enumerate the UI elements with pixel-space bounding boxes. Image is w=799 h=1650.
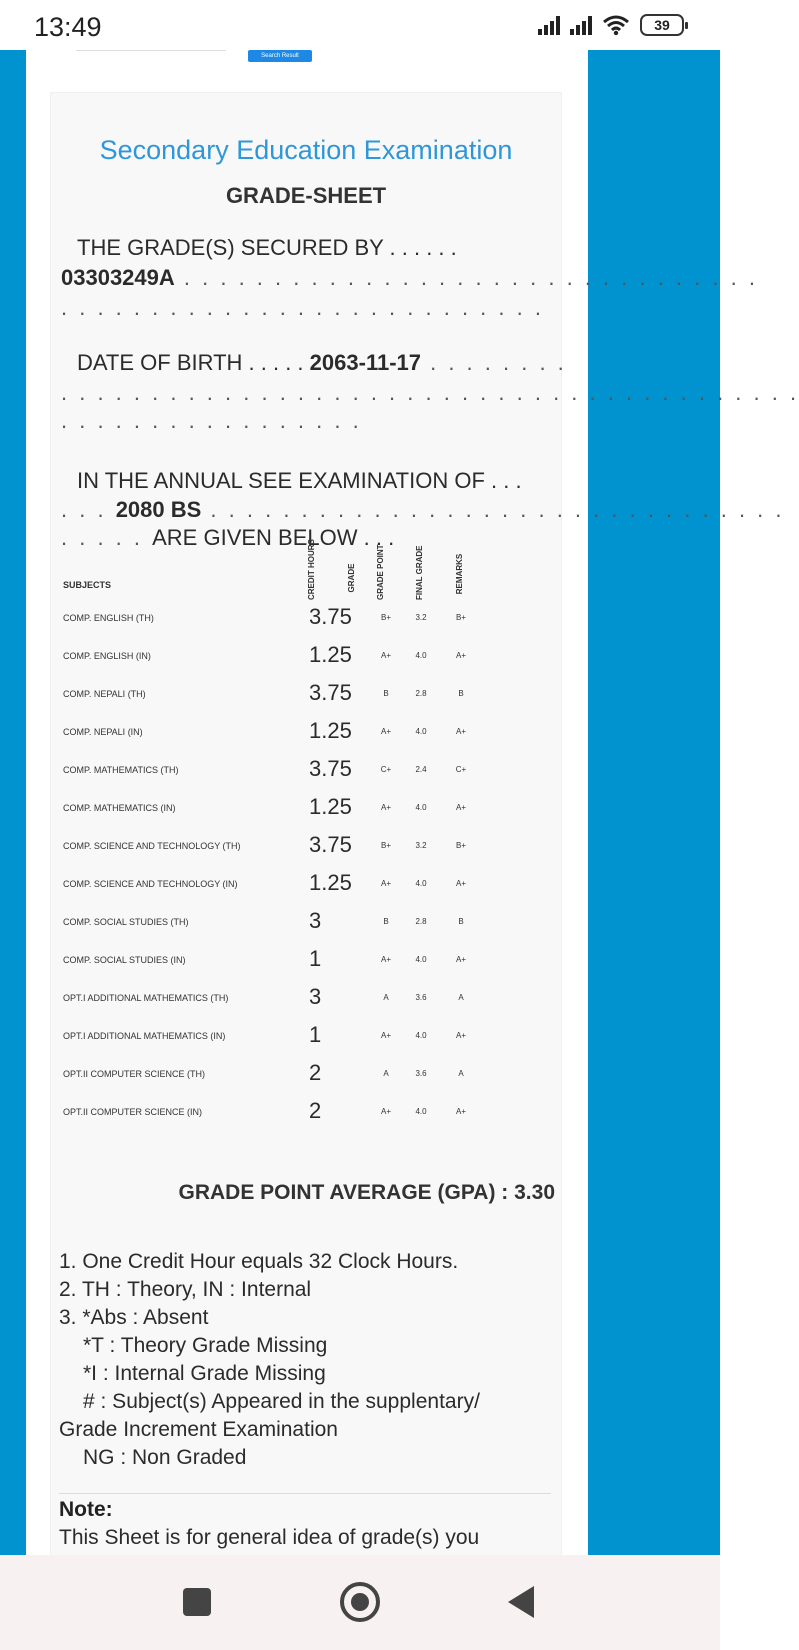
- status-time: 13:49: [34, 12, 102, 42]
- exam-year: 2080 BS: [115, 497, 202, 522]
- note-line: *T : Theory Grade Missing: [83, 1334, 328, 1357]
- browser-viewport[interactable]: [0, 50, 799, 1555]
- grade-cell: A+: [380, 1031, 391, 1040]
- status-icons: [538, 14, 684, 36]
- status-bar: [0, 0, 720, 50]
- note-line: 2. TH : Theory, IN : Internal: [59, 1278, 312, 1301]
- dob-line: DATE OF BIRTH . . . . . 2063-11-17 . . . . . . . .: [77, 350, 567, 375]
- header-final-grade: FINAL GRADE: [415, 545, 424, 600]
- note-line: 1. One Credit Hour equals 32 Clock Hours.: [59, 1250, 459, 1273]
- grade-cell: A: [383, 1069, 389, 1078]
- back-triangle-icon[interactable]: [508, 1586, 534, 1618]
- subject-cell: OPT.I ADDITIONAL MATHEMATICS (IN): [63, 1031, 226, 1041]
- grade-point-cell: 3.2: [415, 613, 427, 622]
- grade-sheet: [50, 92, 799, 1562]
- subject-cell: COMP. SCIENCE AND TECHNOLOGY (IN): [63, 879, 238, 889]
- final-grade-cell: A+: [455, 651, 466, 660]
- grade-point-cell: 3.6: [415, 993, 427, 1002]
- final-grade-cell: B: [458, 917, 464, 926]
- credit-cell: 1.25: [309, 642, 352, 667]
- navigation-bar: [0, 1555, 720, 1650]
- subject-cell: OPT.II COMPUTER SCIENCE (TH): [63, 1069, 206, 1079]
- final-grade-cell: A+: [455, 1031, 466, 1040]
- final-grade-cell: A+: [455, 955, 466, 964]
- subject-cell: COMP. NEPALI (IN): [63, 727, 143, 737]
- note-line: NG : Non Graded: [83, 1446, 247, 1469]
- dots-line: . . . . . . . . . . . . . . . . .: [61, 408, 362, 433]
- grade-point-cell: 2.8: [415, 689, 427, 698]
- header-credit-hours: CREDIT HOURS: [307, 539, 316, 600]
- gpa-summary: GRADE POINT AVERAGE (GPA) : 3.30: [178, 1181, 555, 1204]
- symbol-number: 03303249A: [61, 265, 175, 290]
- table-row: [51, 1057, 563, 1093]
- symbol-line: 03303249A . . . . . . . . . . . . . . . . . . . . . . . . . . . . . . . .: [61, 265, 758, 290]
- credit-cell: 1.25: [309, 718, 352, 743]
- secured-by-line: [61, 233, 553, 262]
- header-remarks: REMARKS: [455, 553, 464, 595]
- header-subjects: SUBJECTS: [63, 580, 112, 590]
- credit-cell: 3.75: [309, 832, 352, 857]
- grade-point-cell: 4.0: [415, 879, 427, 888]
- grade-point-cell: 3.2: [415, 841, 427, 850]
- header-grade: GRADE: [347, 563, 356, 593]
- final-grade-cell: A+: [455, 879, 466, 888]
- table-row: [51, 829, 563, 865]
- final-grade-cell: A+: [455, 1107, 466, 1116]
- table-row: [51, 753, 563, 789]
- credit-cell: 2: [309, 1098, 322, 1123]
- table-row: [51, 1095, 563, 1131]
- final-grade-cell: B+: [455, 613, 466, 622]
- given-below-line: . . . . . ARE GIVEN BELOW . . .: [61, 525, 395, 550]
- subject-cell: OPT.II COMPUTER SCIENCE (IN): [63, 1107, 203, 1117]
- final-grade-cell: A+: [455, 727, 466, 736]
- note-line: # : Subject(s) Appeared in the supplentary/: [83, 1390, 480, 1413]
- credit-cell: 1: [309, 1022, 322, 1047]
- secured-by-label: THE GRADE(S) SECURED BY . . . . . .: [77, 235, 457, 260]
- credit-cell: 2: [309, 1060, 322, 1085]
- grade-cell: A: [383, 993, 389, 1002]
- table-row: [51, 601, 563, 637]
- subject-cell: COMP. SCIENCE AND TECHNOLOGY (TH): [63, 841, 241, 851]
- grade-cell: A+: [380, 1107, 391, 1116]
- battery-icon: 39: [640, 14, 684, 36]
- subject-cell: COMP. MATHEMATICS (IN): [63, 803, 176, 813]
- signal-icon: [538, 15, 560, 35]
- table-row: [51, 1019, 563, 1055]
- table-row: [51, 715, 563, 751]
- signal-icon: [570, 15, 592, 35]
- wifi-icon: [602, 14, 630, 36]
- table-row: [51, 867, 563, 903]
- symbol-input[interactable]: [76, 48, 226, 51]
- legend-notes: [59, 1248, 559, 1472]
- subject-cell: COMP. MATHEMATICS (TH): [63, 765, 179, 775]
- grade-cell: B+: [380, 841, 391, 850]
- note-line: *I : Internal Grade Missing: [83, 1362, 326, 1385]
- credit-cell: 1.25: [309, 794, 352, 819]
- table-row: [51, 981, 563, 1017]
- final-grade-cell: A+: [455, 803, 466, 812]
- grade-cell: B+: [380, 613, 391, 622]
- table-row: [51, 677, 563, 713]
- note-line: 3. *Abs : Absent: [59, 1306, 209, 1329]
- divider: [59, 1493, 551, 1494]
- exam-year-line: . . . 2080 BS . . . . . . . . . . . . . . . . . . . . . . . . . . . . . . . .: [61, 497, 785, 522]
- given-below-label: ARE GIVEN BELOW . . .: [152, 525, 395, 550]
- credit-cell: 3.75: [309, 680, 352, 705]
- note-line: Grade Increment Examination: [59, 1418, 338, 1441]
- credit-cell: 1: [309, 946, 322, 971]
- final-grade-cell: B: [458, 689, 464, 698]
- dots-line: . . . . . . . . . . . . . . . . . . . . . . . . . . .: [61, 295, 544, 320]
- exam-label: IN THE ANNUAL SEE EXAMINATION OF . . .: [77, 468, 522, 493]
- table-row: [51, 639, 563, 675]
- sheet-subtitle: GRADE-SHEET: [225, 183, 387, 208]
- grade-cell: C+: [380, 765, 392, 774]
- grade-point-cell: 3.6: [415, 1069, 427, 1078]
- note-text: This Sheet is for general idea of grade(s) you: [59, 1526, 480, 1549]
- credit-cell: 3: [309, 984, 322, 1009]
- final-grade-cell: A: [458, 993, 464, 1002]
- recents-square-icon[interactable]: [183, 1588, 211, 1616]
- grade-point-cell: 4.0: [415, 955, 427, 964]
- dob-label: DATE OF BIRTH . . . . .: [77, 350, 304, 375]
- final-grade-cell: B+: [455, 841, 466, 850]
- final-grade-cell: C+: [455, 765, 467, 774]
- table-row: [51, 791, 563, 827]
- home-circle-icon[interactable]: [340, 1582, 380, 1622]
- dob-value: 2063-11-17: [309, 350, 421, 375]
- final-grade-cell: A: [458, 1069, 464, 1078]
- grade-cell: A+: [380, 727, 391, 736]
- table-row: [51, 943, 563, 979]
- grade-cell: A+: [380, 651, 391, 660]
- subject-cell: COMP. ENGLISH (IN): [63, 651, 151, 661]
- grade-point-cell: 4.0: [415, 1031, 427, 1040]
- subject-cell: COMP. SOCIAL STUDIES (IN): [63, 955, 186, 965]
- grade-cell: B: [383, 917, 389, 926]
- grade-point-cell: 4.0: [415, 727, 427, 736]
- grade-point-cell: 4.0: [415, 1107, 427, 1116]
- grade-cell: A+: [380, 879, 391, 888]
- credit-cell: 3: [309, 908, 322, 933]
- subject-cell: COMP. NEPALI (TH): [63, 689, 146, 699]
- credit-cell: 1.25: [309, 870, 352, 895]
- grade-point-cell: 4.0: [415, 651, 427, 660]
- grade-point-cell: 2.8: [415, 917, 427, 926]
- subject-cell: COMP. SOCIAL STUDIES (TH): [63, 917, 189, 927]
- grade-cell: B: [383, 689, 389, 698]
- grade-point-cell: 4.0: [415, 803, 427, 812]
- subject-cell: OPT.I ADDITIONAL MATHEMATICS (TH): [63, 993, 229, 1003]
- grade-point-cell: 2.4: [415, 765, 427, 774]
- subject-cell: COMP. ENGLISH (TH): [63, 613, 154, 623]
- note-title: Note:: [59, 1498, 113, 1521]
- exam-line: [61, 466, 553, 495]
- table-row: [51, 905, 563, 941]
- dots-line: . . . . . . . . . . . . . . . . . . . . . . . . . . . . . . . . . . . . . . . . .: [61, 380, 799, 405]
- sheet-title: Secondary Education Examination: [99, 135, 513, 165]
- page-card: [26, 50, 799, 1555]
- credit-cell: 3.75: [309, 756, 352, 781]
- credit-cell: 3.75: [309, 604, 352, 629]
- search-result-button[interactable]: Search Result: [248, 50, 312, 62]
- grade-cell: A+: [380, 955, 391, 964]
- grade-cell: A+: [380, 803, 391, 812]
- header-grade-point: GRADE POINT: [376, 544, 385, 600]
